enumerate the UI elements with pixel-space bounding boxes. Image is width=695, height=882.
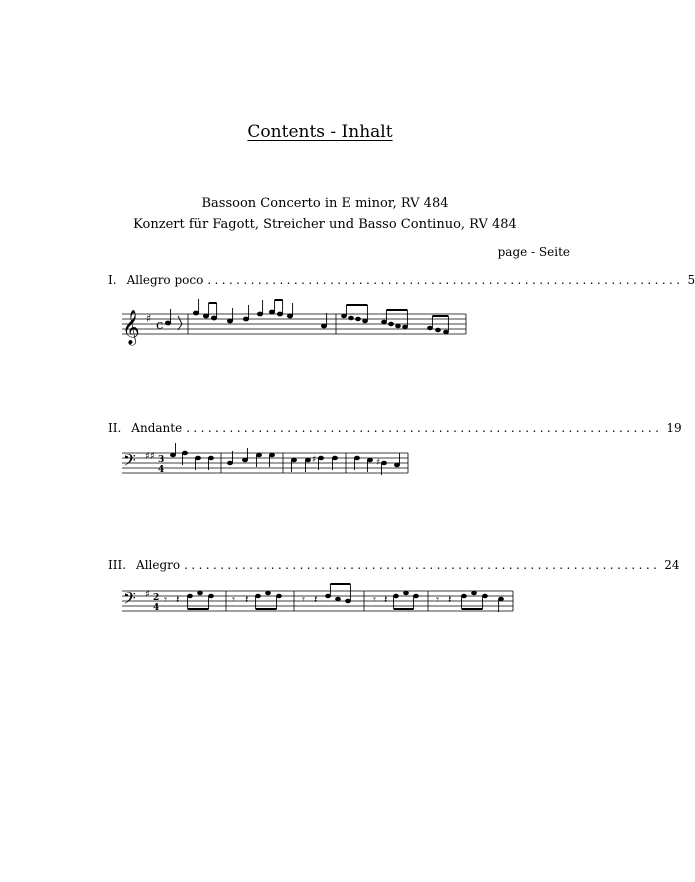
toc-entry-movement-2[interactable] — [108, 421, 682, 435]
key-signature-icon: ♯ — [146, 312, 152, 325]
time-signature-icon: c — [156, 318, 164, 333]
svg-text:𝄾: 𝄾 — [373, 593, 376, 606]
contents-heading: Contents - Inhalt — [247, 122, 393, 142]
toc-entry-movement-3[interactable] — [108, 558, 680, 572]
svg-text:𝄽: 𝄽 — [314, 593, 318, 606]
incipit-movement-2 — [118, 445, 418, 485]
key-signature-icon: ♯ — [145, 589, 150, 600]
work-title: Bassoon Concerto in E minor, RV 484 — [201, 196, 449, 211]
dot-leader: .................................................................. — [207, 273, 684, 287]
svg-text:4: 4 — [153, 603, 160, 613]
svg-text:𝄽: 𝄽 — [448, 593, 452, 606]
movement-page: 19 — [666, 421, 682, 435]
time-signature-icon: 3 — [158, 455, 165, 465]
movement-page: 24 — [664, 558, 680, 572]
dot-leader: .................................................................. — [186, 421, 663, 435]
svg-text:𝄽: 𝄽 — [384, 593, 388, 606]
movement-numeral: II. — [108, 421, 122, 435]
svg-text:𝄽: 𝄽 — [245, 593, 249, 606]
work-subtitle: Konzert für Fagott, Streicher und Basso Continuo, RV 484 — [133, 217, 517, 232]
toc-entry-movement-1[interactable] — [108, 273, 695, 287]
svg-text:♯: ♯ — [376, 458, 381, 468]
incipit-movement-1 — [118, 300, 478, 350]
svg-text:𝄾: 𝄾 — [232, 593, 235, 606]
svg-text:♯: ♯ — [312, 455, 317, 465]
page-column-label: page - Seite — [497, 245, 570, 259]
svg-text:4: 4 — [158, 465, 165, 475]
svg-text:𝄾: 𝄾 — [436, 593, 439, 606]
bass-clef-icon: 𝄢 — [123, 450, 136, 474]
bass-clef-icon: 𝄢 — [123, 588, 136, 612]
incipit-movement-3 — [118, 583, 518, 623]
movement-title: Allegro poco — [126, 273, 204, 287]
svg-text:𝄽: 𝄽 — [176, 593, 180, 606]
time-signature-icon: 2 — [153, 593, 160, 603]
movement-title: Andante — [131, 421, 183, 435]
key-signature-icon: ♯♯ — [145, 451, 155, 462]
svg-text:𝄾: 𝄾 — [164, 593, 167, 606]
movement-title: Allegro — [136, 558, 181, 572]
movement-numeral: I. — [108, 273, 117, 287]
dot-leader: .................................................................. — [184, 558, 661, 572]
movement-page: 5 — [687, 273, 695, 287]
svg-text:𝄾: 𝄾 — [302, 593, 305, 606]
movement-numeral: III. — [108, 558, 127, 572]
treble-clef-icon: 𝄞 — [122, 310, 140, 345]
